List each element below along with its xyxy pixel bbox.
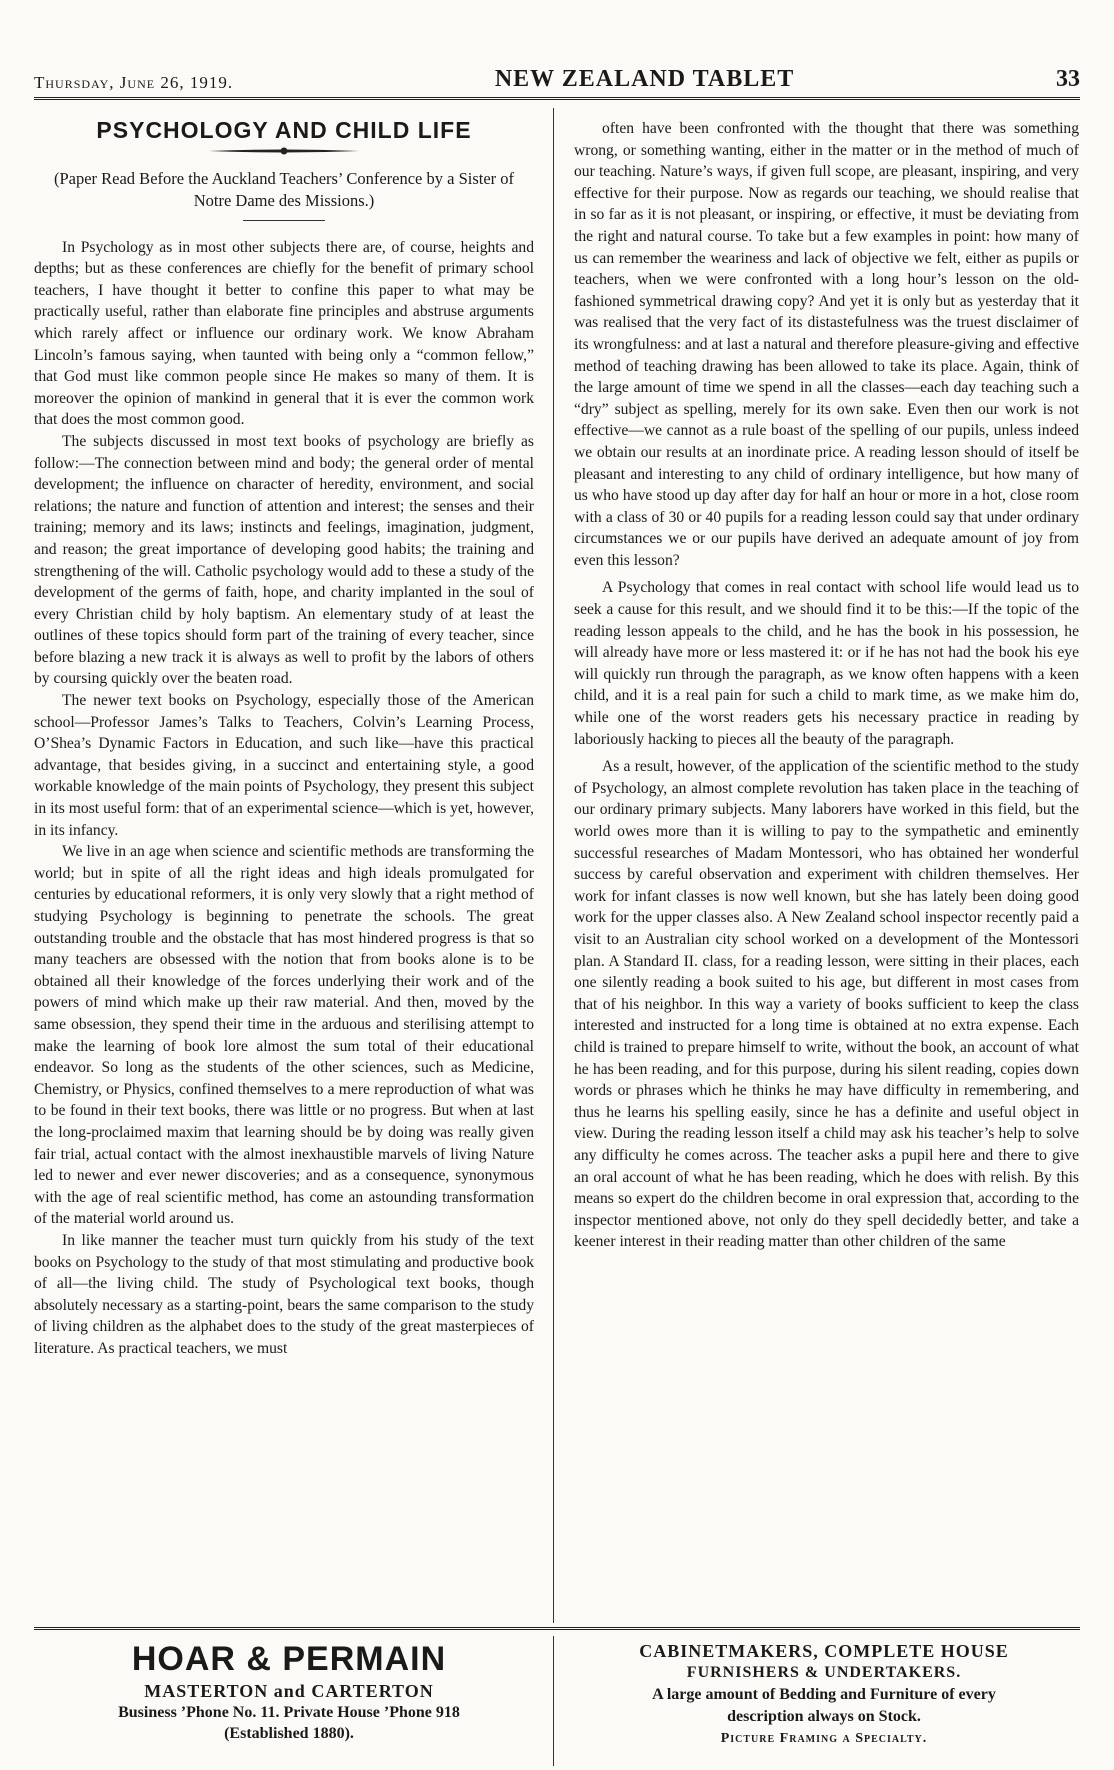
article-title: PSYCHOLOGY AND CHILD LIFE	[96, 118, 472, 143]
article-column-right	[574, 118, 1079, 1620]
paragraph: often have been confronted with the thought that there was something wrong, or something wanting, either in the matter or in the method of much of our teaching. Nature’s ways, if given full scope, are pleasant, inspiring, and very effective for their purpose. Now as regards our teaching, we should realise that in so far as it is not pleasant, or inspiring, or effective, it must be deviating from the right and natural course. To take but a few examples in point: how many of us can remember the weariness and lack of objective we felt, either as pupils or teachers, when we were confronted with a long hour’s lesson on the old-fashioned symmetrical drawing copy? And yet it is only but as yesterday that it was realised that the very fact of its distastefulness was the truest disclaimer of its wrongfulness: and at last a natural and therefore pleasure-giving and effective method of teaching drawing has been allowed to take its place. Again, think of the large amount of time we spend in all the classes—each day teaching such a “dry” subject as spelling, merely for its own sake. Even then our work is not effective—we cannot as a rule boast of the spelling of our pupils, unless indeed we obtain our results at an inordinate price. A reading lesson should of itself be pleasant and interesting to any child of ordinary intelligence, but how many of us who have stood up day after day for half an hour or more in a hot, close room with a class of 30 or 40 pupils for a reading lesson could say that under ordinary circumstances we or our pupils have derived an adequate amount of joy from even this lesson?	[574, 120, 1079, 569]
advert-divider	[553, 1636, 554, 1766]
left-column-body	[34, 237, 534, 1360]
advert-line-5: Picture Framing a Specialty.	[720, 1731, 928, 1746]
newspaper-title: NEW ZEALAND TABLET	[494, 66, 795, 92]
paragraph: The subjects discussed in most text books of psychology are briefly as follow:—The connection between mind and body; the general order of mental development; the influence on character of heredity, environment, and social relations; the nature and function of attention and interest; the senses and their training; memory and its laws; instincts and feelings, imagination, judgment, and reason; the great importance of developing good habits; the training and strengthening of the will. Catholic psychology would add to these a study of the development of the germs of faith, hope, and charity implanted in the soul of every Christian child by holy baptism. An elementary study of at least the outlines of these topics should form part of the training of every teacher, since before blazing a new track it is always as well to profit by the labors of others by coursing quickly over the beaten road.	[34, 432, 534, 688]
advert-cabinetmakers	[568, 1640, 1080, 1765]
advert-line-2: FURNISHERS & UNDERTAKERS.	[686, 1664, 962, 1681]
article-subtitle: (Paper Read Before the Auckland Teachers’ Conference by a Sister of Notre Dame des Missions.)	[53, 168, 515, 210]
advert-line-4: description always on Stock.	[727, 1708, 921, 1725]
advert-hoar-permain	[34, 1640, 544, 1760]
masthead	[34, 66, 1080, 100]
right-column-body	[574, 118, 1079, 1253]
advert-rule	[34, 1627, 1080, 1632]
advert-firm-name: HOAR & PERMAIN	[131, 1640, 447, 1678]
subtitle-rule	[243, 220, 325, 221]
paragraph: A Psychology that comes in real contact with school life would lead us to seek a cause for this result, and we should find it to be this:—If the topic of the reading lesson appeals to the child, and he has the book in his possession, he will already have more or less mastered it: or if he has not had the book his eye will quickly run through the paragraph, as we know often happens with a keen child, and it is a real pain for such a child to mark time, as we make him do, while one of the worst readers gets his necessary practice in reading by laboriously hacking to pieces all the beauty of the paragraph.	[574, 579, 1079, 748]
advert-line-1: CABINETMAKERS, COMPLETE HOUSE	[639, 1641, 1009, 1661]
column-divider	[553, 108, 554, 1623]
paragraph: As a result, however, of the application of the scientific method to the study of Psychology, an almost complete revolution has taken place in the teaching of our ordinary primary subjects. Many laborers have worked in this field, but the world owes more than it is willing to pay to the sympathetic and eminently successful researches of Madam Montessori, who has obtained her wonderful success by careful observation and experiment with children themselves. Her work for infant classes is now well known, but she has lately been doing good work for the upper classes also. A New Zealand school inspector recently paid a visit to an Australian city school worked on a development of the Montessori plan. A Standard II. class, for a reading lesson, were sitting in their places, each one silently reading a book suited to his age, but different in most cases from that of his neighbor. In this way a variety of books sufficient to keep the class interested and instructed for a long time is obtained at no extra expense. Each child is trained to prepare himself to write, without the book, an account of what he has been reading, and for this purpose, during his silent reading, copies down words or phrases which he thinks he may have difficulty in remembering, and thus he learns his spelling easily, since he has a definite and useful object in view. During the reading lesson itself a child may ask his teacher’s help to solve any difficulty he comes across. The teacher asks a pupil here and there to give an oral account of what he has been reading, which he does with relish. By this means so expert do the children become in oral expression that, according to the inspector mentioned above, not only do they spell decidedly better, and take a keener interest in their reading matter than other children of the same	[574, 758, 1079, 1251]
article-column-left	[34, 118, 534, 1620]
issue-date: Thursday, June 26, 1919.	[34, 73, 234, 92]
advert-line-3: A large amount of Bedding and Furniture of every	[652, 1686, 996, 1703]
advert-phones: Business ’Phone No. 11. Private House ’Phone 918	[118, 1704, 460, 1721]
ornament-divider-icon	[209, 146, 359, 156]
paragraph: The newer text books on Psychology, especially those of the American school—Professor James’s Talks to Teachers, Colvin’s Learning Process, O’Shea’s Dynamic Factors in Education, and such like—have this practical advantage, that besides giving, in a succinct and entertaining style, a good workable knowledge of the main points of Psychology, they present this subject in its most useful form: that of an experimental science—which is yet, however, in its infancy.	[34, 692, 534, 839]
advert-established: (Established 1880).	[224, 1725, 354, 1742]
page-number: 33	[1056, 66, 1080, 92]
paragraph: In Psychology as in most other subjects there are, of course, heights and depths; but as these conferences are chiefly for the benefit of primary school teachers, I have thought it better to confine this paper to what may be practically useful, rather than elaborate fine principles and abstruse arguments which rarely affect or influence our ordinary work. We know Abraham Lincoln’s famous saying, when taunted with being only a “common fellow,” that God must like common people since He makes so many of them. It is moreover the opinion of mankind in general that it is ever the common work that does the most common good.	[34, 238, 534, 429]
paragraph: In like manner the teacher must turn quickly from his study of the text books on Psychology to the study of that most stimulating and productive book of all—the living child. The study of Psychological text books, though absolutely necessary as a starting-point, bears the same comparison to the study of living children as the alphabet does to the study of the great masterpieces of literature. As practical teachers, we must	[34, 1231, 534, 1357]
advert-locations: MASTERTON and CARTERTON	[144, 1681, 434, 1701]
paragraph: We live in an age when science and scientific methods are transforming the world; but in spite of all the right ideas and high ideals promulgated for centuries by educational reformers, it is only very slowly that a right method of studying Psychology is beginning to penetrate the schools. The great outstanding trouble and the obstacle that has most hindered progress is that so many teachers are obsessed with the notion that from books alone is to be obtained all their knowledge of the forces underlying their work and of the powers of mind which make up their raw material. And then, moved by the same obsession, they spend their time in the arduous and sterilising attempt to make the learning of book lore almost the sum total of their educational endeavor. So long as the students of the other sciences, such as Medicine, Chemistry, or Physics, confined themselves to a mere reproduction of what was to be found in their text books, there was little or no progress. But when at last the long-proclaimed maxim that learning should be by doing was really given fair trial, actual contact with the almost inexhaustible marvels of living Nature led to newer and ever newer discoveries; and as a consequence, synonymous with the age of real scientific method, has come an astounding transformation of the material world around us.	[34, 843, 534, 1228]
